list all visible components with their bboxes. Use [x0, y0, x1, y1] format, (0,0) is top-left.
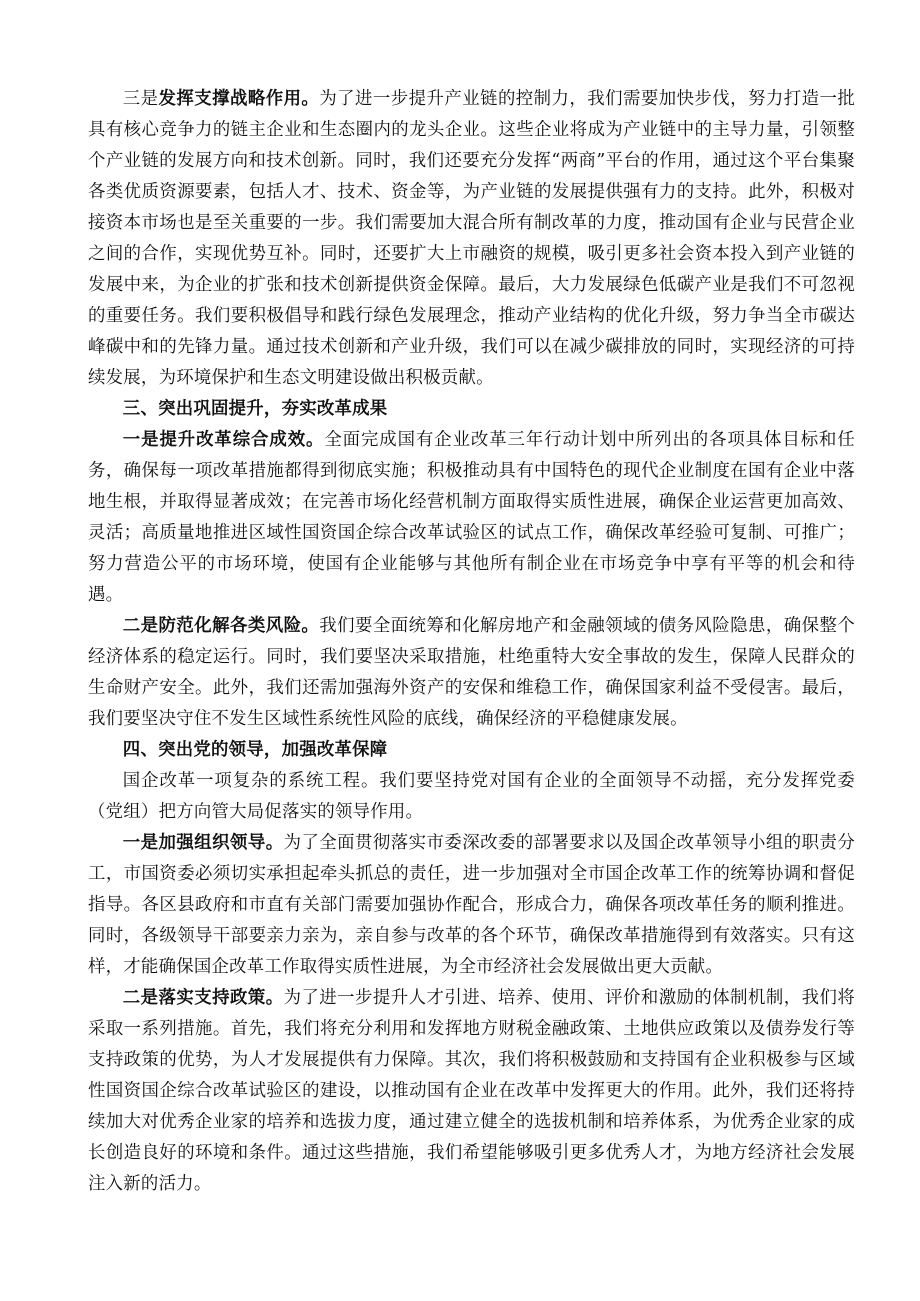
paragraph-support-strategy: [88, 84, 855, 394]
paragraph-reform-effect: [88, 425, 855, 611]
paragraph-body: 我们要全面统筹和化解房地产和金融领域的债务风险隐患，确保整个经济体系的稳定运行。同时，我们要坚决采取措施，杜绝重特大安全事故的发生，保障人民群众的生命财产安全。此外，我们还需加强海外资产的安保和维稳工作，确保国家利益不受侵害。最后，我们要坚决守住不发生区域性系统性风险的底线，确保经济的平稳健康发展。: [88, 616, 855, 729]
paragraph-body: 为了进一步提升人才引进、培养、使用、评价和激励的体制机制，我们将采取一系列措施。首先，我们将充分利用和发挥地方财税金融政策、土地供应政策以及债券发行等支持政策的优势，为人才发展提供有力保障。其次，我们将积极鼓励和支持国有企业积极参与区域性国资国企综合改革试验区的建设，以推动国有企业在改革中发挥更大的作用。此外，我们还将持续加大对优秀企业家的培养和选拔力度，通过建立健全的选拔机制和培养体系，为优秀企业家的成长创造良好的环境和条件。通过这些措施，我们希望能够吸引更多优秀人才，为地方经济社会发展注入新的活力。: [88, 988, 855, 1194]
paragraph-lead: 二是落实支持政策。: [122, 988, 284, 1008]
paragraph-organization: [88, 828, 855, 983]
document-page: [88, 84, 855, 1200]
paragraph-party-leadership: [88, 766, 855, 828]
paragraph-lead: 发挥支撑战略作用。: [158, 89, 320, 109]
paragraph-body: 国企改革一项复杂的系统工程。我们要坚持党对国有企业的全面领导不动摇，充分发挥党委（党组）把方向管大局促落实的领导作用。: [88, 771, 855, 822]
section-heading-3: 三、突出巩固提升，夯实改革成果: [122, 399, 388, 419]
paragraph-body: 为了全面贯彻落实市委深改委的部署要求以及国企改革领导小组的职责分工，市国资委必须切实承担起牵头抓总的责任，进一步加强对全市国企改革工作的统筹协调和督促指导。各区县政府和市直有关部门需要加强协作配合，形成合力，确保各项改革任务的顺利推进。同时，各级领导干部要亲力亲为，亲自参与改革的各个环节，确保改革措施得到有效落实。只有这样，才能确保国企改革工作取得实质性进展，为全市经济社会发展做出更大贡献。: [88, 833, 855, 977]
paragraph-body: 全面完成国有企业改革三年行动计划中所列出的各项具体目标和任务，确保每一项改革措施都得到彻底实施；积极推动具有中国特色的现代企业制度在国有企业中落地生根，并取得显著成效；在完善市场化经营机制方面取得实质性进展，确保企业运营更加高效、灵活；高质量地推进区域性国资国企综合改革试验区的试点工作，确保改革经验可复制、可推广；努力营造公平的市场环境，使国有企业能够与其他所有制企业在市场竞争中享有平等的机会和待遇。: [88, 430, 855, 605]
paragraph-risk-prevention: [88, 611, 855, 735]
paragraph-lead: 一是提升改革综合成效。: [122, 430, 325, 450]
section-heading-4: 四、突出党的领导，加强改革保障: [122, 740, 388, 760]
paragraph-prefix: 三是: [122, 89, 159, 109]
paragraph-lead: 二是防范化解各类风险。: [122, 616, 320, 636]
paragraph-lead: 一是加强组织领导。: [122, 833, 284, 853]
paragraph-support-policy: [88, 983, 855, 1200]
paragraph-body: 为了进一步提升产业链的控制力，我们需要加快步伐，努力打造一批具有核心竞争力的链主企业和生态圈内的龙头企业。这些企业将成为产业链中的主导力量，引领整个产业链的发展方向和技术创新。同时，我们还要充分发挥“两商”平台的作用，通过这个平台集聚各类优质资源要素，包括人才、技术、资金等，为产业链的发展提供强有力的支持。此外，积极对接资本市场也是至关重要的一步。我们需要加大混合所有制改革的力度，推动国有企业与民营企业之间的合作，实现优势互补。同时，还要扩大上市融资的规模，吸引更多社会资本投入到产业链的发展中来，为企业的扩张和技术创新提供资金保障。最后，大力发展绿色低碳产业是我们不可忽视的重要任务。我们要积极倡导和践行绿色发展理念，推动产业结构的优化升级，努力争当全市碳达峰碳中和的先锋力量。通过技术创新和产业升级，我们可以在减少碳排放的同时，实现经济的可持续发展，为环境保护和生态文明建设做出积极贡献。: [88, 89, 855, 388]
